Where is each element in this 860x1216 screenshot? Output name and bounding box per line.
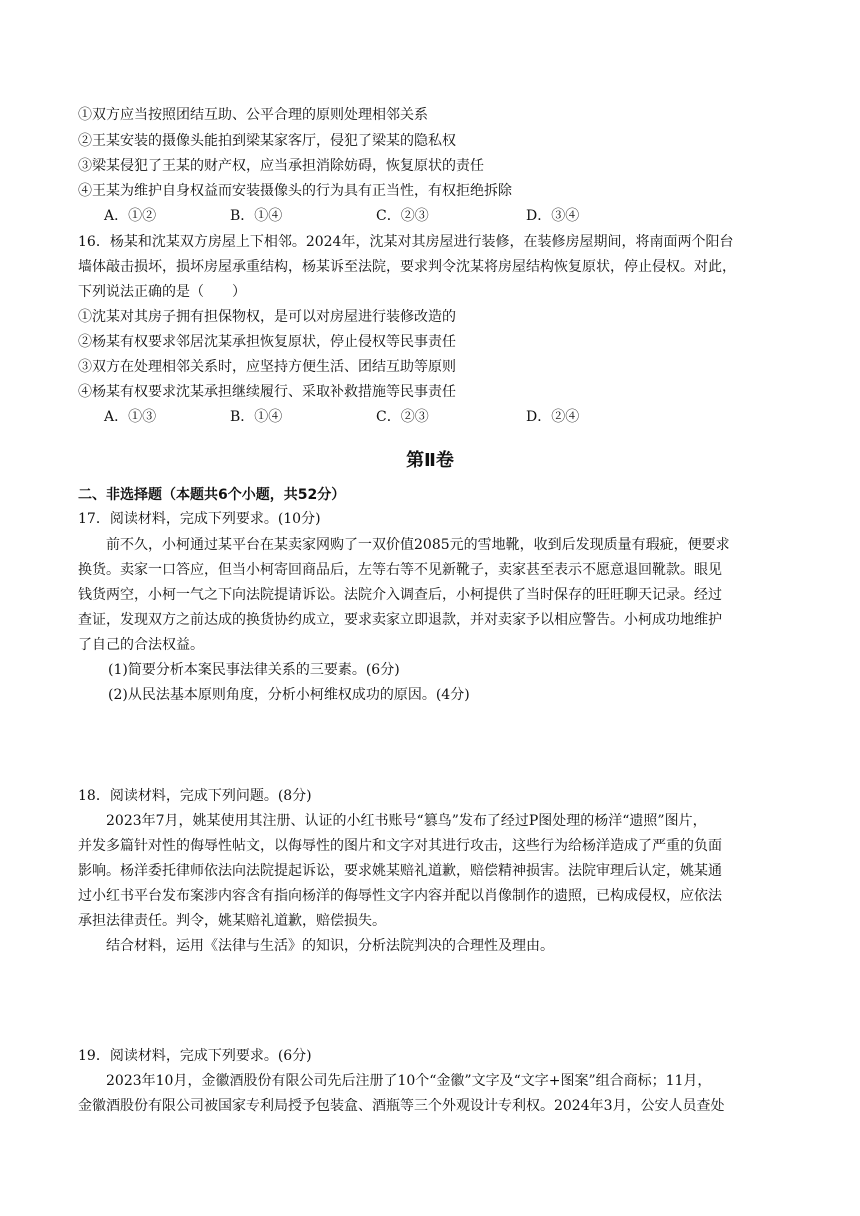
q15-statement-2: ②王某安装的摄像头能拍到梁某家客厅，侵犯了梁某的隐私权 <box>78 133 456 149</box>
q17-stem: 17．阅读材料，完成下列要求。(10分) <box>78 511 321 527</box>
q15-statement-3: ③梁某侵犯了王某的财产权，应当承担消除妨碍，恢复原状的责任 <box>78 158 484 174</box>
q17-material-line-4: 查证，发现双方之前达成的换货协约成立，要求卖家立即退款，并对卖家予以相应警告。小柯成功地维护 <box>78 612 722 628</box>
q18-material-line-5: 承担法律责任。判令，姚某赔礼道歉，赔偿损失。 <box>78 913 386 929</box>
q19-material-line-2: 金徽酒股份有限公司被国家专利局授予包装盒、酒瓶等三个外观设计专利权。2024年3月，公安人员查处 <box>78 1098 725 1114</box>
q18-material-line-2: 并发多篇针对性的侮辱性帖文，以侮辱性的图片和文字对其进行攻击，这些行为给杨洋造成了严重的负面 <box>78 838 722 854</box>
q17-material-line-1: 前不久，小柯通过某平台在某卖家网购了一双价值2085元的雪地靴，收到后发现质量有瑕疵，便要求 <box>106 537 730 553</box>
q17-question-2: (2)从民法基本原则角度，分析小柯维权成功的原因。(4分) <box>108 687 470 703</box>
q19-material-line-1: 2023年10月，金徽酒股份有限公司先后注册了10个“金徽”文字及“文字+图案”组合商标；11月， <box>106 1073 712 1089</box>
q15-option-c: C．②③ <box>376 208 429 224</box>
q16-statement-1: ①沈某对其房子拥有担保物权，是可以对房屋进行装修改造的 <box>78 309 456 325</box>
q16-option-d: D．②④ <box>526 409 580 425</box>
q17-material-line-5: 了自己的合法权益。 <box>78 637 204 653</box>
q17-material-line-2: 换货。卖家一口答应，但当小柯寄回商品后，左等右等不见新靴子，卖家甚至表示不愿意退回靴款。眼见 <box>78 562 722 578</box>
q15-options <box>104 204 704 228</box>
q15-statement-4: ④王某为维护自身权益而安装摄像头的行为具有正当性，有权拒绝拆除 <box>78 183 512 199</box>
q16-option-b: B．①④ <box>230 409 283 425</box>
q16-stem-line-1: 16．杨某和沈某双方房屋上下相邻。2024年，沈某对其房屋进行装修，在装修房屋期间，将南面两个阳台 <box>78 234 734 250</box>
q19-stem: 19．阅读材料，完成下列要求。(6分) <box>78 1048 312 1064</box>
q15-statement-1: ①双方应当按照团结互助、公平合理的原则处理相邻关系 <box>78 107 428 123</box>
q15-option-a: A．①② <box>104 208 157 224</box>
q15-option-d: D．③④ <box>526 208 580 224</box>
volume-title: 第Ⅱ卷 <box>406 450 454 471</box>
q16-options <box>104 405 704 429</box>
q18-material-line-4: 过小红书平台发布案涉内容含有指向杨洋的侮辱性文字内容并配以肖像制作的遗照，已构成侵权，应依法 <box>78 888 722 904</box>
q18-question: 结合材料，运用《法律与生活》的知识，分析法院判决的合理性及理由。 <box>106 938 554 954</box>
q18-stem: 18．阅读材料，完成下列问题。(8分) <box>78 788 312 804</box>
q16-option-c: C．②③ <box>376 409 429 425</box>
q16-stem-line-2: 墙体敲击损坏，损坏房屋承重结构，杨某诉至法院，要求判令沈某将房屋结构恢复原状，停止侵权。对此， <box>78 259 736 275</box>
q17-material-line-3: 钱货两空，小柯一气之下向法院提请诉讼。法院介入调查后，小柯提供了当时保存的旺旺聊天记录。经过 <box>78 587 722 603</box>
q18-material-line-3: 影响。杨洋委托律师依法向法院提起诉讼，要求姚某赔礼道歉，赔偿精神损害。法院审理后认定，姚某通 <box>78 863 722 879</box>
q16-statement-3: ③双方在处理相邻关系时，应坚持方便生活、团结互助等原则 <box>78 359 456 375</box>
q16-statement-2: ②杨某有权要求邻居沈某承担恢复原状，停止侵权等民事责任 <box>78 334 456 350</box>
q18-material-line-1: 2023年7月，姚某使用其注册、认证的小红书账号“篡鸟”发布了经过P图处理的杨洋“遗照”图片， <box>106 813 707 829</box>
q17-question-1: (1)简要分析本案民事法律关系的三要素。(6分) <box>108 662 400 678</box>
section-heading: 二、非选择题（本题共6个小题，共52分） <box>78 487 346 503</box>
q16-statement-4: ④杨某有权要求沈某承担继续履行、采取补救措施等民事责任 <box>78 384 456 400</box>
q15-option-b: B．①④ <box>230 208 283 224</box>
q16-stem-line-3: 下列说法正确的是（ ） <box>78 284 246 300</box>
q16-option-a: A．①③ <box>104 409 157 425</box>
